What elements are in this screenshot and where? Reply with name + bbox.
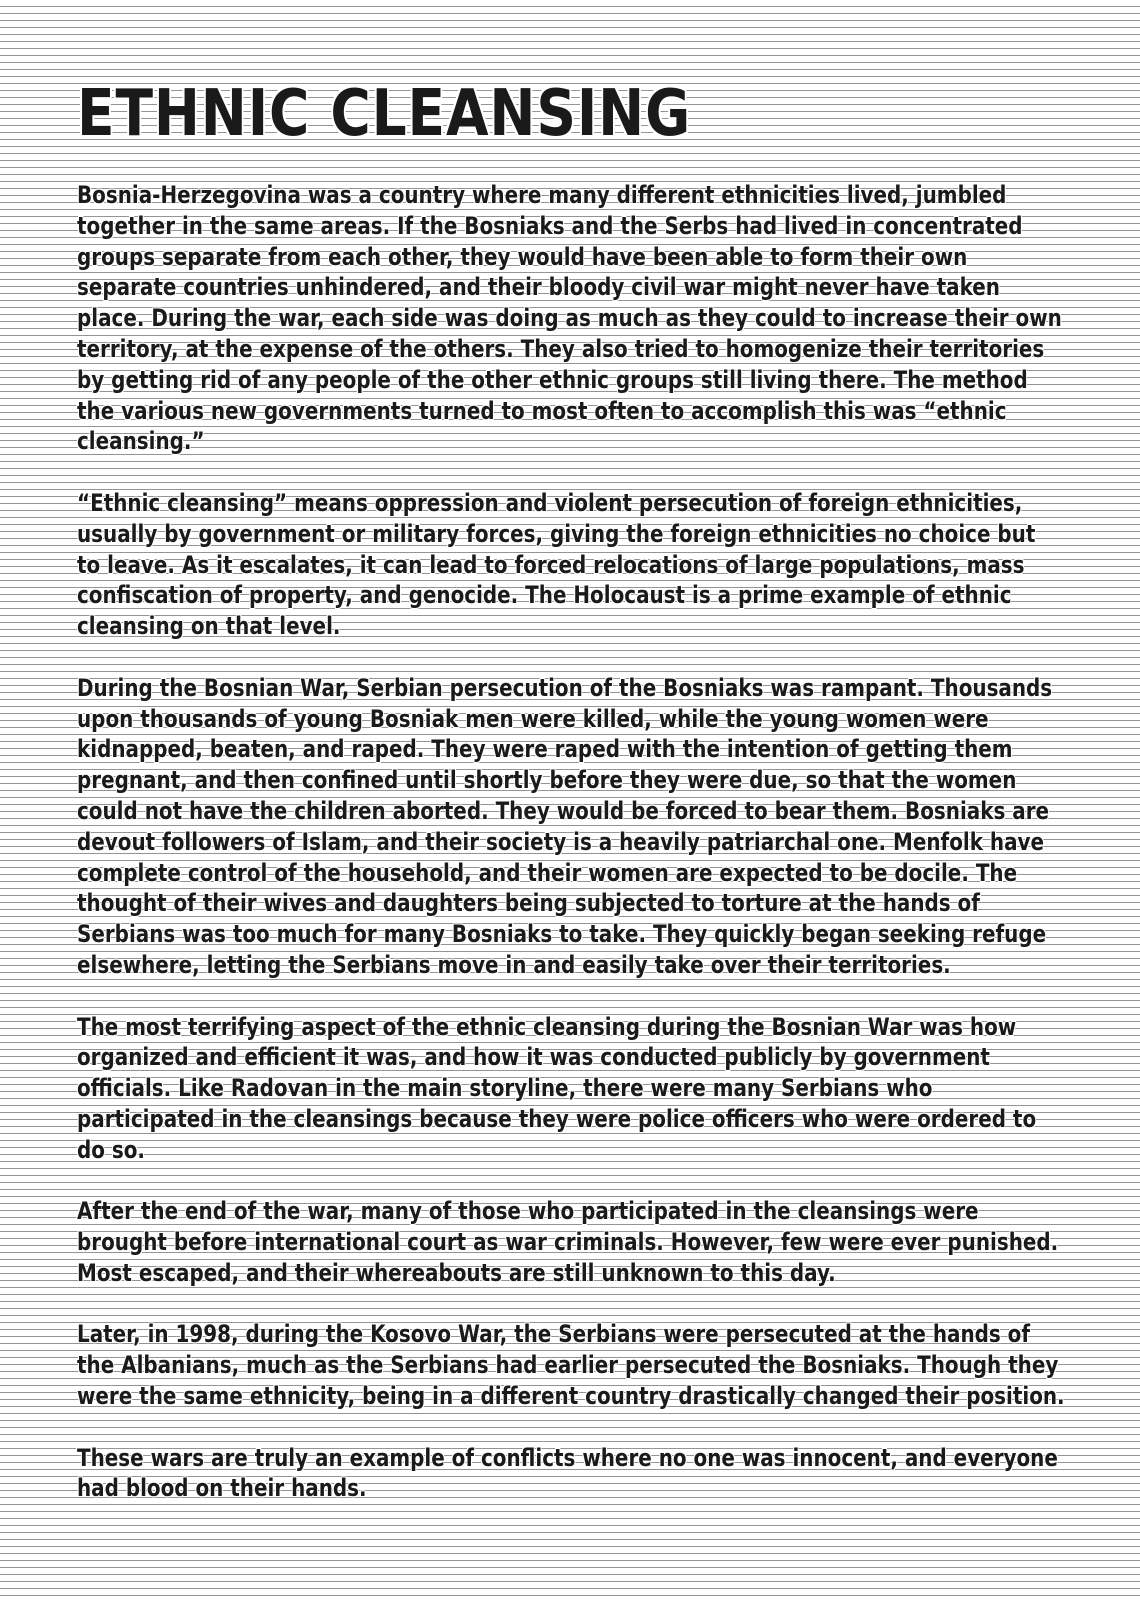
paragraph-5: After the end of the war, many of those who participated in the cleansings were brought before international court as war criminals. However, few were ever punished. Most escaped, and their whereabouts are still unknown to this day. — [77, 1197, 1059, 1287]
paragraph-7: These wars are truly an example of conflicts where no one was innocent, and everyone had blood on their hands. — [77, 1443, 1058, 1503]
paragraph-4: The most terrifying aspect of the ethnic cleansing during the Bosnian War was how organized and efficient it was, and how it was conducted publicly by government officials. Like Radovan in the main storyline, there were many Serbians who participated in the cleansings because they were police officers who were ordered to do so. — [77, 1012, 1037, 1164]
paragraph-2: “Ethnic cleansing” means oppression and violent persecution of foreign ethnicities, usually by government or military forces, giving the foreign ethnicities no choice but to leave. As it escalates, it can lead to forced relocations of large populations, mass confiscation of property, and genocide. The Holocaust is a prime example of ethnic cleansing on that level. — [77, 488, 1036, 641]
paragraph-6: Later, in 1998, during the Kosovo War, the Serbians were persecuted at the hands of the Albanians, much as the Serbians had earlier persecuted the Bosniaks. Though they were the same ethnicity, being in a different country drastically changed their position. — [77, 1320, 1065, 1411]
article-body — [77, 180, 1107, 1504]
paragraph-3: During the Bosnian War, Serbian persecution of the Bosniaks was rampant. Thousands upon thousands of young Bosniak men were killed, while the young women were kidnapped, beaten, and raped. They were raped with the intention of getting them pregnant, and then confined until shortly before they were due, so that the women could not have the children aborted. They would be forced to bear them. Bosniaks are devout followers of Islam, and their society is a heavily patriarchal one. Menfolk have complete control of the household, and their women are expected to be docile. The thought of their wives and daughters being subjected to torture at the hands of Serbians was too much for many Bosniaks to take. They quickly began seeking refuge elsewhere, letting the Serbians move in and easily take over their territories. — [77, 673, 1053, 979]
paragraph-1: Bosnia-Herzegovina was a country where many different ethnicities lived, jumbled together in the same areas. If the Bosniaks and the Serbs had lived in concentrated groups separate from each other, they would have been able to form their own separate countries unhindered, and their bloody civil war might never have taken place. During the war, each side was doing as much as they could to increase their own territory, at the expense of the others. They also tried to homogenize their territories by getting rid of any people of the other ethnic groups still living there. The method the various new governments turned to most often to accomplish this was “ethnic cleansing.” — [77, 181, 1062, 456]
page-title: ETHNIC CLEANSING — [77, 77, 692, 151]
